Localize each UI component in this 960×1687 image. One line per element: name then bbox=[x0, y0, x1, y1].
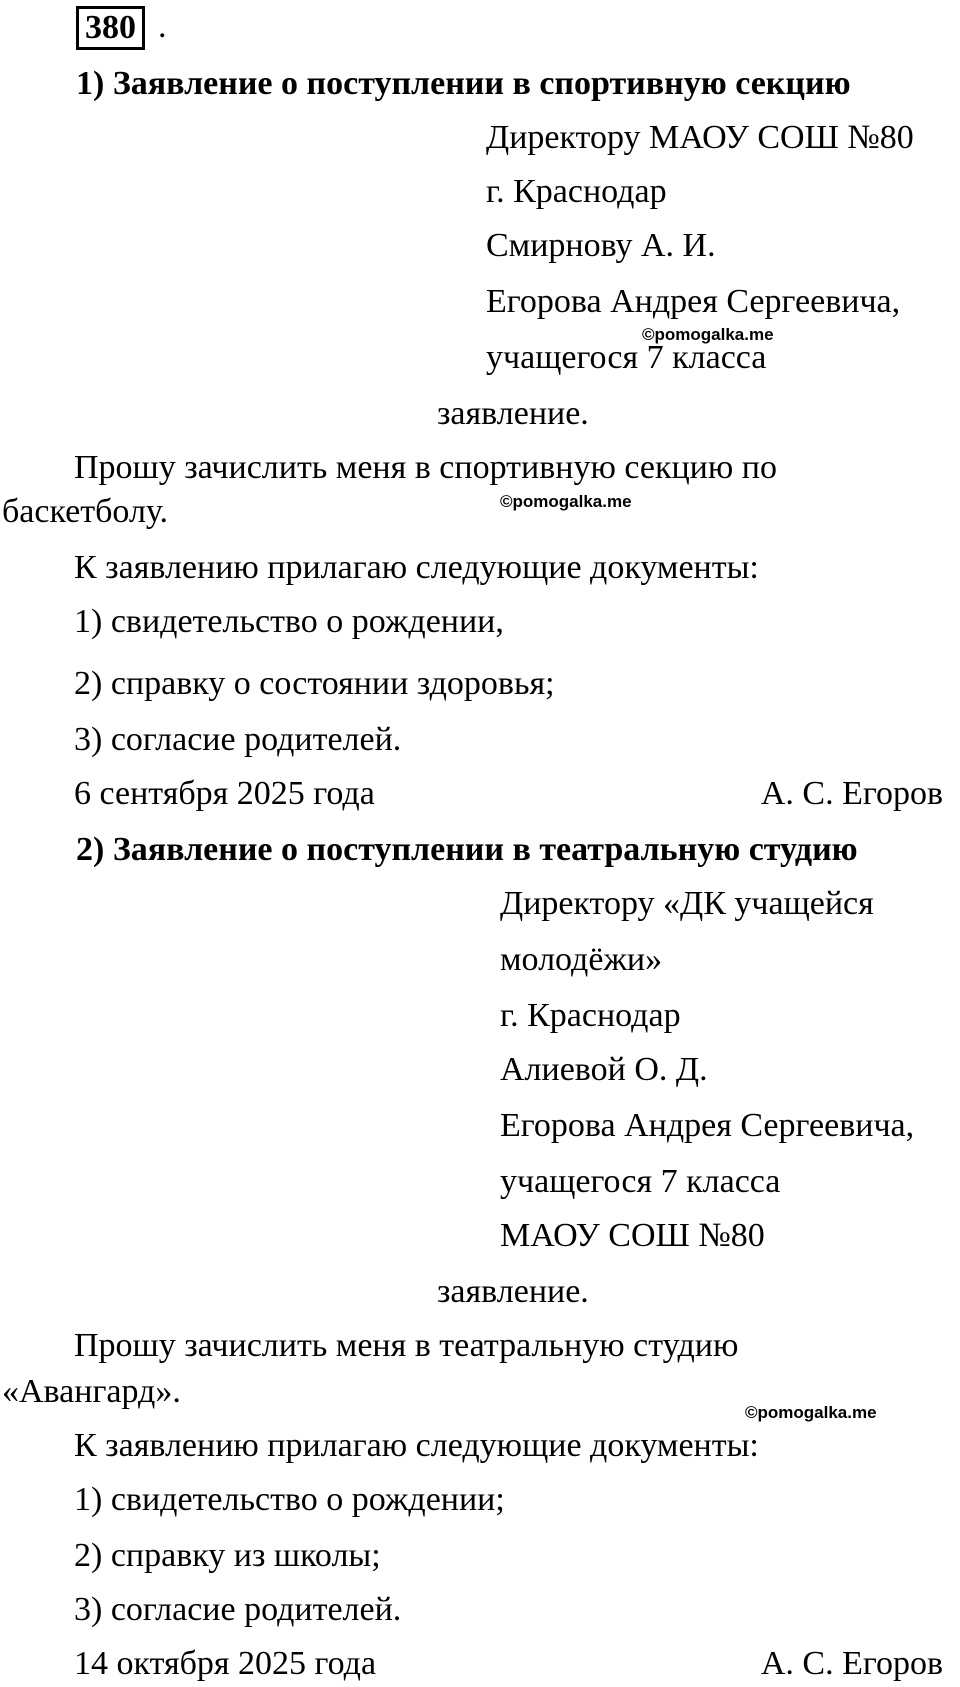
watermark: ©pomogalka.me bbox=[745, 1403, 877, 1422]
statement2-doc-item: 2) справку из школы; bbox=[74, 1537, 381, 1574]
exercise-number-dot: . bbox=[158, 8, 167, 45]
watermark: ©pomogalka.me bbox=[642, 325, 774, 344]
statement1-title: 1) Заявление о поступлении в спортивную секцию bbox=[76, 65, 851, 102]
statement2-signature: А. С. Егоров bbox=[760, 1645, 943, 1682]
statement2-addressee-line: учащегося 7 класса bbox=[500, 1163, 781, 1200]
statement2-addressee-line: МАОУ СОШ №80 bbox=[500, 1217, 765, 1254]
statement1-doc-item: 1) свидетельство о рождении, bbox=[74, 603, 504, 640]
statement2-addressee-line: Егорова Андрея Сергеевича, bbox=[500, 1107, 915, 1144]
statement2-addressee-line: молодёжи» bbox=[500, 941, 663, 978]
statement2-heading: заявление. bbox=[437, 1273, 589, 1310]
statement2-body-line: «Авангард». bbox=[2, 1373, 181, 1410]
watermark: ©pomogalka.me bbox=[500, 492, 632, 511]
statement1-doc-item: 3) согласие родителей. bbox=[74, 721, 402, 758]
statement2-doc-item: 1) свидетельство о рождении; bbox=[74, 1481, 505, 1518]
statement2-title: 2) Заявление о поступлении в театральную студию bbox=[76, 831, 858, 868]
statement2-doc-item: 3) согласие родителей. bbox=[74, 1591, 402, 1628]
statement2-addressee-line: Директору «ДК учащейся bbox=[500, 885, 874, 922]
statement1-addressee-line: г. Краснодар bbox=[486, 173, 667, 210]
statement1-signature: А. С. Егоров bbox=[760, 775, 943, 812]
statement1-heading: заявление. bbox=[437, 395, 589, 432]
statement2-docs-intro: К заявлению прилагаю следующие документы: bbox=[74, 1427, 759, 1464]
statement2-date: 14 октября 2025 года bbox=[74, 1645, 377, 1682]
statement1-date: 6 сентября 2025 года bbox=[74, 775, 375, 812]
statement1-doc-item: 2) справку о состоянии здоровья; bbox=[74, 665, 555, 702]
statement2-addressee-line: Алиевой О. Д. bbox=[500, 1051, 708, 1088]
exercise-number: 380 bbox=[76, 6, 145, 50]
statement1-body-line: баскетболу. bbox=[2, 493, 169, 530]
statement1-addressee-line: Смирнову А. И. bbox=[486, 227, 716, 264]
statement1-docs-intro: К заявлению прилагаю следующие документы: bbox=[74, 549, 759, 586]
statement1-addressee-line: Директору МАОУ СОШ №80 bbox=[486, 119, 914, 156]
statement2-addressee-line: г. Краснодар bbox=[500, 997, 681, 1034]
statement1-addressee-line: учащегося 7 класса bbox=[486, 339, 767, 376]
statement2-body-line: Прошу зачислить меня в театральную студию bbox=[74, 1327, 739, 1364]
statement1-addressee-line: Егорова Андрея Сергеевича, bbox=[486, 283, 901, 320]
statement1-body-line: Прошу зачислить меня в спортивную секцию по bbox=[74, 449, 777, 486]
